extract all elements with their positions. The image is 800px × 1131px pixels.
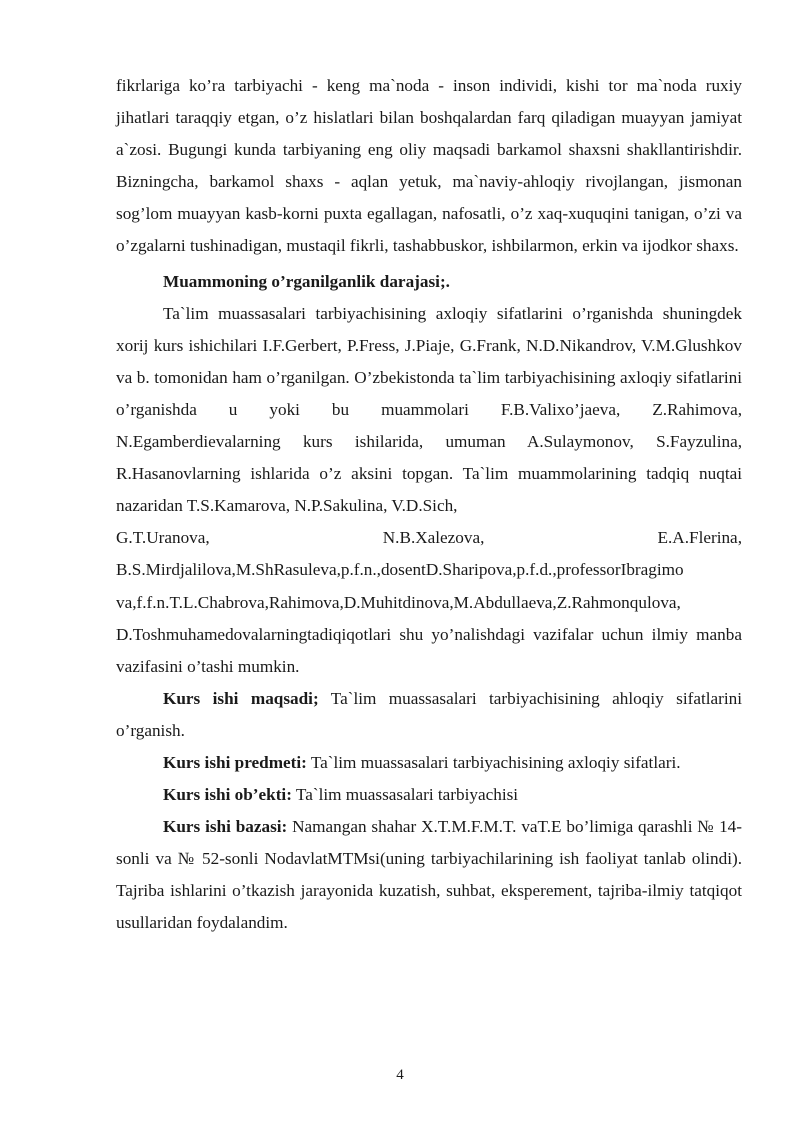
goal-text: Ta`lim muassasalari tarbiyachisining ahloqiy sifatlarini o’rganish. [116,688,742,740]
subject-paragraph [116,747,742,779]
study-level-line-b2: va,f.f.n.T.L.Chabrova,Rahimova,D.Muhitdinova,M.Abdullaeva,Z.Rahmonqulova, [116,592,681,612]
section-heading-study-level: Muammoning o’rganilganlik darajasi;. [163,271,450,291]
study-level-name-2: N.B.Xalezova, [382,528,485,548]
object-paragraph [116,779,742,811]
subject-label: Kurs ishi predmeti: [163,752,307,772]
base-text: Namangan shahar X.T.M.F.M.T. vaT.E bo’limiga qarashli № 14-sonli va № 52-sonli NodavlatMTMsi(uning tarbiyachilarining ish faoliyat tanlab olindi). Tajriba ishlarini o’tkazish jarayonida kuzatish, suhbat, eksperement, tajriba-ilmiy tatqiqot usullaridan foydalandim. [116,817,742,933]
document-page [116,70,742,940]
object-label: Kurs ishi ob’ekti: [163,785,292,805]
object-text: Ta`lim muassasalari tarbiyachisi [291,785,519,805]
study-level-name-3: E.A.Flerina, [657,528,742,548]
subject-text: Ta`lim muassasalari tarbiyachisining axloqiy sifatlari. [306,752,681,772]
study-level-names-line [116,522,742,554]
study-level-paragraph [116,298,742,523]
page-number: 4 [396,1067,404,1083]
study-level-text-a: Ta`lim muassasalari tarbiyachisining axloqiy sifatlarini o’rganishda shuningdek xorij kurs ishichilari I.F.Gerbert, P.Fress, J.Piaje, G.Frank, N.D.Nikandrov, V.M.Glushkov va b. tomonidan ham o’rganilgan. O’zbekistonda ta`lim tarbiyachisining axloqiy sifatlarini o’rganishda u yoki bu muammolari F.B.Valixo’jaeva, Z.Rahimova, N.Egamberdievalarning kurs ishilarida, umuman A.Sulaymonov, S.Fayzulina, R.Hasanovlarning ishlarida o’z aksini topgan. Ta`lim muammolarining tadqiq nuqtai nazaridan T.S.Kamarova, N.P.Sakulina, V.D.Sich, [116,303,742,516]
goal-label: Kurs ishi maqsadi; [163,688,319,708]
intro-paragraph: fikrlariga ko’ra tarbiyachi - keng ma`noda - inson individi, kishi tor ma`noda ruxiy jihatlari taraqqiy etgan, o’z hislatlari bilan boshqalardan farq qiladigan muayyan jamiyat a`zosi. Bugungi kunda tarbiyaning eng oliy maqsadi barkamol shaxsni shakllantirishdir. Bizningcha, barkamol shaxs - aqlan yetuk, ma`naviy-ahloqiy rivojlangan, jismonan sog’lom muayyan kasb-korni puxta egallagan, nafosatli, o’z xaq-xuquqini tanigan, o’zi va o’zgalarni tushinadigan, mustaqil fikrli, tashabbuskor, ishbilarmon, erkin va ijodkor shaxs. [116,76,742,256]
goal-paragraph [116,683,742,747]
study-level-name-1: G.T.Uranova, [116,528,210,548]
study-level-paragraph-end: D.Toshmuhamedovalarningtadiqiqotlari shu yo’nalishdagi vazifalar uchun ilmiy manba vazifasini o’tashi mumkin. [116,624,742,676]
study-level-line-b1: B.S.Mirdjalilova,M.ShRasuleva,p.f.n.,dosentD.Sharipova,p.f.d.,professorIbragimo [116,560,684,580]
base-paragraph [116,811,742,939]
base-label: Kurs ishi bazasi: [163,817,288,837]
